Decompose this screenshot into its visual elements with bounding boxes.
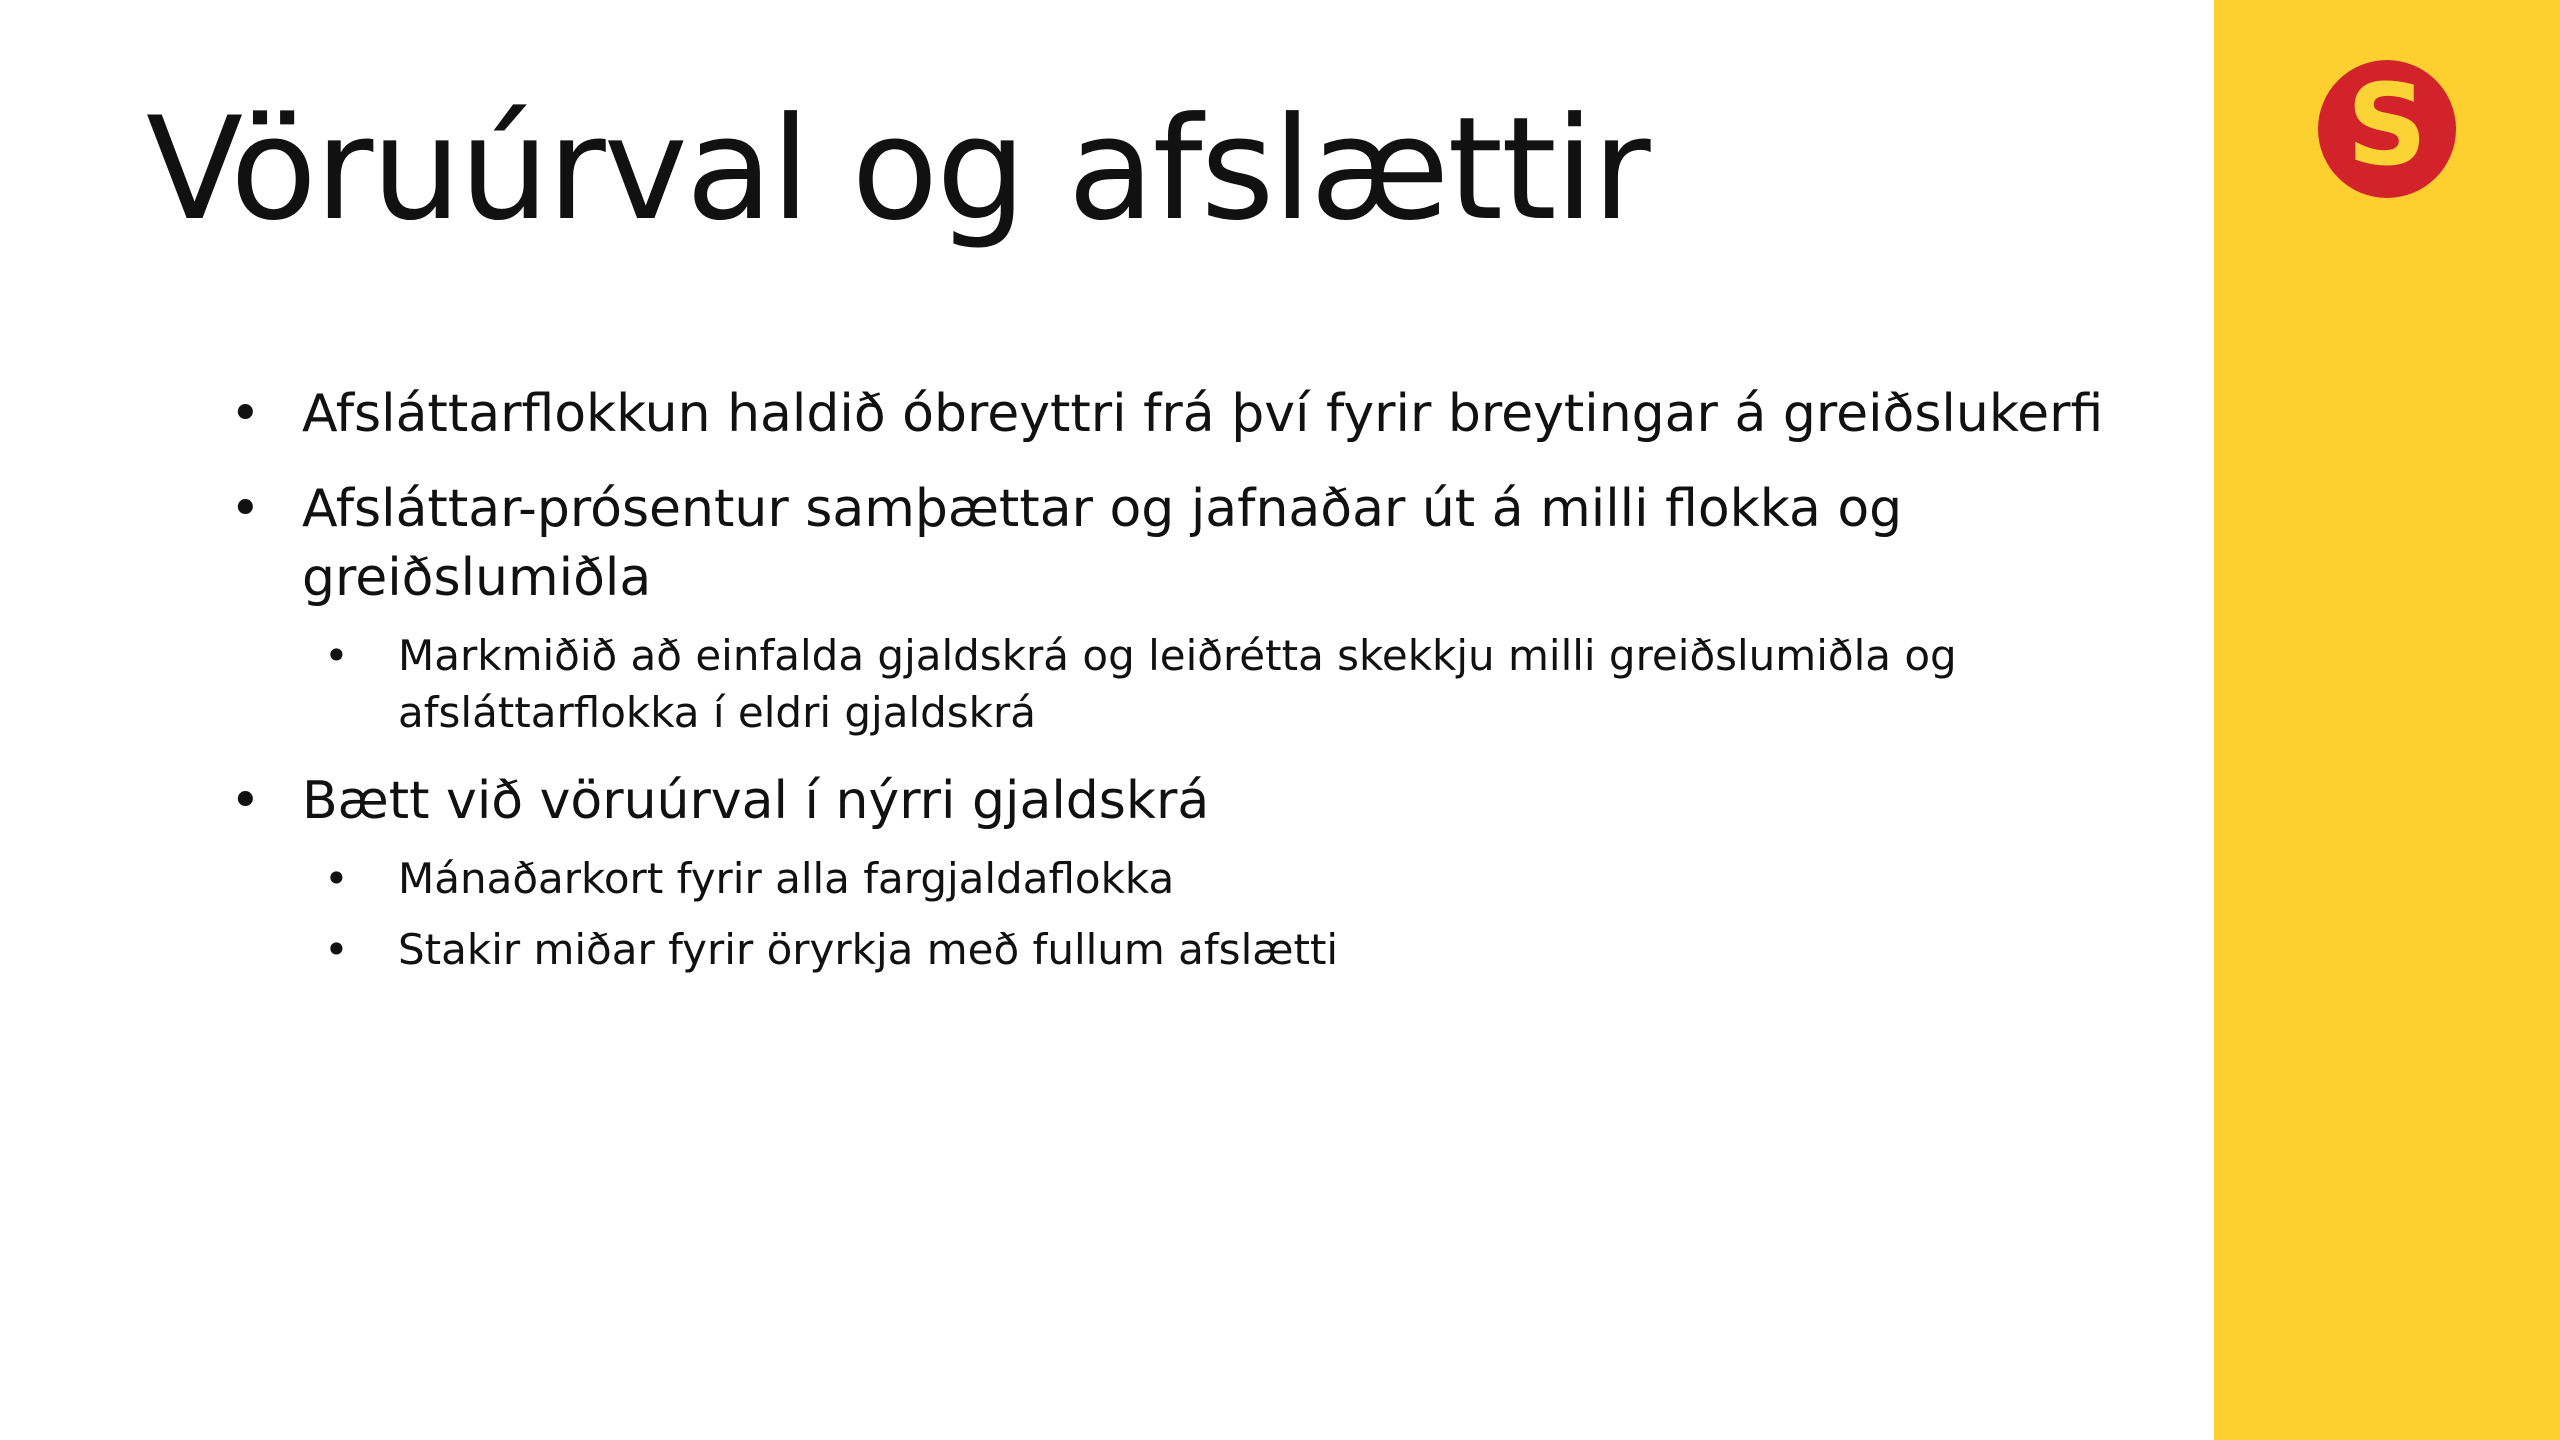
bullet-text-line: greiðslumiðla	[302, 548, 652, 608]
bullet-marker: •	[230, 479, 261, 539]
bullet-item	[210, 380, 2190, 449]
bullet-text-line: Afsláttarflokkun haldið óbreyttri frá því fyrir breytingar á greiðslukerfi	[302, 384, 2104, 444]
strætó-s-logo-icon	[2318, 60, 2456, 198]
bullet-marker: •	[324, 631, 349, 680]
sub-bullet-item	[210, 921, 2190, 978]
bullet-marker: •	[324, 925, 349, 974]
logo-letter: S	[2346, 61, 2428, 191]
bullet-text-line: Afsláttar-prósentur samþættar og jafnaðar út á milli flokka og	[302, 479, 1903, 539]
bullet-item	[210, 767, 2190, 836]
bullet-text-line: Mánaðarkort fyrir alla fargjaldaflokka	[398, 854, 1175, 903]
bullet-text-line: Markmiðið að einfalda gjaldskrá og leiðrétta skekkju milli greiðslumiðla og	[398, 631, 1957, 680]
bullet-marker: •	[230, 384, 261, 444]
bullet-text-line: Stakir miðar fyrir öryrkja með fullum afslætti	[398, 925, 1339, 974]
sub-bullet-item	[210, 627, 2190, 741]
bullet-text-line: afsláttarflokka í eldri gjaldskrá	[398, 688, 1036, 737]
bullet-item	[210, 475, 2190, 613]
slide-title: Vöruúrval og afslættir	[146, 87, 1649, 252]
side-color-band	[2214, 0, 2560, 1440]
bullet-text-line: Bætt við vöruúrval í nýrri gjaldskrá	[302, 771, 1210, 831]
sub-bullet-item	[210, 850, 2190, 907]
bullet-list	[210, 380, 2190, 992]
bullet-marker: •	[230, 771, 261, 831]
bullet-marker: •	[324, 854, 349, 903]
